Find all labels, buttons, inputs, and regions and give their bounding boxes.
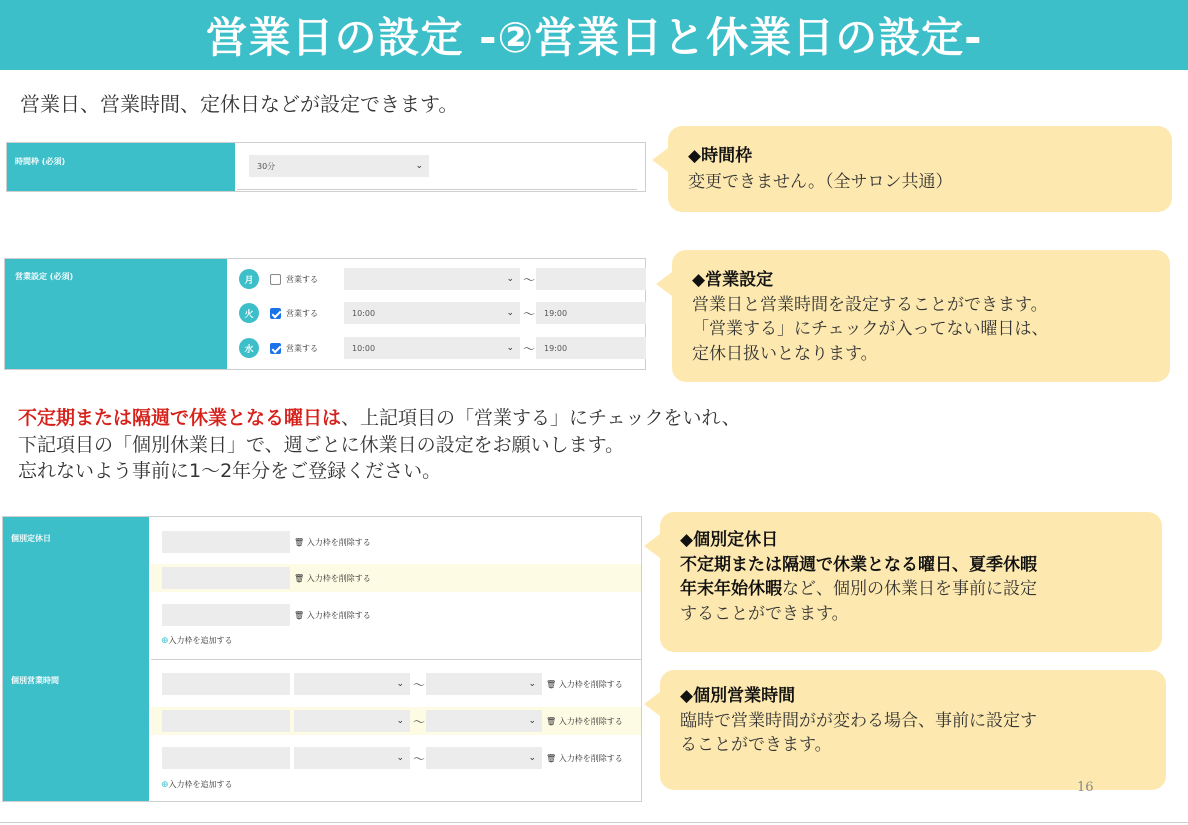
start-select-tue[interactable] [344, 302, 520, 324]
callout-time-slot-head: ◆時間枠 [688, 146, 753, 166]
callout-hours-line2: ることができます。 [680, 735, 832, 756]
holiday-input-3[interactable] [162, 604, 290, 626]
tilde-mon: 〜 [523, 273, 536, 287]
day-wed: 水 [239, 338, 259, 358]
callout-business-line3: 定休日扱いとなります。 [692, 343, 878, 364]
business-label: 営業設定 (必須) [15, 272, 74, 281]
holiday-label: 個別定休日 [11, 534, 51, 543]
chevron-down-icon: ⌄ [396, 753, 404, 763]
business-check-label-wed: 営業する [286, 344, 318, 353]
trash-icon: 🗑 [294, 611, 305, 620]
callout-business [672, 250, 1170, 382]
hours-end-3[interactable] [426, 747, 542, 769]
tilde-tue: 〜 [523, 307, 536, 321]
business-check-label-tue: 営業する [286, 309, 318, 318]
chevron-down-icon: ⌄ [528, 753, 536, 763]
callout-hours-line1: 臨時で営業時間がが変わる場合、事前に設定す [680, 710, 1037, 731]
time-slot-value: 30分 [257, 161, 276, 171]
holiday-input-1[interactable] [162, 531, 290, 553]
holiday-delete-label-1: 入力枠を削除する [306, 538, 371, 547]
holiday-add-label: 入力枠を追加する [168, 636, 233, 645]
hours-delete-3[interactable] [546, 753, 623, 764]
trash-icon: 🗑 [294, 538, 305, 547]
hours-delete-label-1: 入力枠を削除する [558, 680, 623, 689]
callout-hours [660, 670, 1166, 790]
business-checkbox-mon[interactable] [270, 274, 281, 285]
notice-text [18, 405, 741, 485]
holiday-delete-label-2: 入力枠を削除する [306, 574, 371, 583]
time-slot-label-col [7, 143, 235, 191]
trash-icon: 🗑 [546, 680, 557, 689]
chevron-down-icon: ⌄ [528, 716, 536, 726]
plus-circle-icon: ⊕ [161, 636, 169, 646]
notice-line1 [18, 405, 741, 432]
hours-date-2[interactable] [162, 710, 290, 732]
trash-icon: 🗑 [546, 717, 557, 726]
start-value-wed: 10:00 [352, 343, 376, 353]
hours-delete-2[interactable] [546, 716, 623, 727]
notice-line3: 忘れないよう事前に1〜2年分をご登録ください。 [18, 460, 442, 483]
holiday-delete-3[interactable] [294, 610, 371, 621]
notice-rest1: 、上記項目の「営業する」にチェックをいれ、 [341, 407, 741, 429]
holiday-delete-2[interactable] [294, 573, 371, 584]
hours-date-1[interactable] [162, 673, 290, 695]
start-select-wed[interactable] [344, 337, 520, 359]
hours-end-2[interactable] [426, 710, 542, 732]
individual-panel [2, 516, 642, 802]
hours-delete-label-3: 入力枠を削除する [558, 754, 623, 763]
callout-time-slot [668, 126, 1172, 212]
individual-label-col [3, 517, 149, 801]
bottom-divider [0, 822, 1188, 823]
hours-add-button[interactable] [161, 779, 233, 790]
trash-icon: 🗑 [546, 754, 557, 763]
hours-tilde-1: 〜 [413, 678, 426, 692]
end-value-tue: 19:00 [544, 308, 568, 318]
holiday-delete-1[interactable] [294, 537, 371, 548]
end-value-wed: 19:00 [544, 343, 568, 353]
time-slot-select[interactable] [249, 155, 429, 177]
callout-business-head: ◆営業設定 [692, 270, 774, 290]
callout-holiday-bold2: 年末年始休暇 [680, 579, 782, 600]
day-mon: 月 [239, 269, 259, 289]
hours-tilde-2: 〜 [413, 715, 426, 729]
business-checkbox-tue[interactable] [270, 308, 281, 319]
callout-holiday-bold1: 不定期または隔週で休業となる曜日、夏季休暇 [680, 554, 1037, 575]
chevron-down-icon: ⌄ [396, 679, 404, 689]
callout-business-line1: 営業日と営業時間を設定することができます。 [692, 294, 1048, 315]
hours-delete-1[interactable] [546, 679, 623, 690]
callout-business-line2: 「営業する」にチェックが入ってない曜日は、 [692, 319, 1049, 340]
callout-time-slot-body: 変更できません。（全サロン共通） [688, 171, 953, 192]
time-slot-panel [6, 142, 646, 192]
day-tue: 火 [239, 303, 259, 323]
holiday-add-button[interactable] [161, 635, 233, 646]
callout-holiday-line3: することができます。 [680, 603, 849, 624]
trash-icon: 🗑 [294, 574, 305, 583]
business-check-label-mon: 営業する [286, 275, 318, 284]
page-number: 16 [1077, 780, 1094, 795]
chevron-down-icon: ⌄ [415, 161, 423, 171]
intro-text: 営業日、営業時間、定休日などが設定できます。 [20, 92, 459, 116]
time-slot-label: 時間枠 (必須) [15, 157, 66, 166]
callout-holiday-line2 [680, 577, 1142, 602]
hours-start-1[interactable] [294, 673, 410, 695]
business-checkbox-wed[interactable] [270, 343, 281, 354]
end-input-tue[interactable] [536, 302, 646, 324]
hours-tilde-3: 〜 [413, 752, 426, 766]
callout-hours-head: ◆個別営業時間 [680, 686, 796, 706]
hours-delete-label-2: 入力枠を削除する [558, 717, 623, 726]
hours-start-2[interactable] [294, 710, 410, 732]
holiday-delete-label-3: 入力枠を削除する [306, 611, 371, 620]
chevron-down-icon: ⌄ [506, 343, 514, 353]
hours-date-3[interactable] [162, 747, 290, 769]
tilde-wed: 〜 [523, 342, 536, 356]
holiday-input-2[interactable] [162, 567, 290, 589]
callout-holiday [660, 512, 1162, 652]
callout-holiday-rest2: など、個別の休業日を事前に設定 [782, 579, 1037, 600]
chevron-down-icon: ⌄ [506, 274, 514, 284]
callout-holiday-head: ◆個別定休日 [680, 530, 779, 550]
page-title: 営業日の設定 -②営業日と休業日の設定- [205, 13, 983, 62]
notice-line2: 下記項目の「個別休業日」で、週ごとに休業日の設定をお願いします。 [18, 433, 625, 456]
panel-divider [151, 659, 641, 660]
chevron-down-icon: ⌄ [528, 679, 536, 689]
hours-add-label: 入力枠を追加する [168, 780, 233, 789]
chevron-down-icon: ⌄ [396, 716, 404, 726]
business-settings-panel [4, 258, 646, 370]
plus-circle-icon: ⊕ [161, 780, 169, 790]
hours-start-3[interactable] [294, 747, 410, 769]
chevron-down-icon: ⌄ [506, 308, 514, 318]
end-input-mon[interactable] [536, 268, 646, 290]
start-select-mon[interactable] [344, 268, 520, 290]
title-bar [0, 0, 1188, 70]
hours-label: 個別営業時間 [11, 676, 59, 685]
notice-red: 不定期または隔週で休業となる曜日は [18, 407, 342, 429]
time-slot-underline [237, 189, 637, 190]
start-value-tue: 10:00 [352, 308, 376, 318]
hours-end-1[interactable] [426, 673, 542, 695]
end-input-wed[interactable] [536, 337, 646, 359]
